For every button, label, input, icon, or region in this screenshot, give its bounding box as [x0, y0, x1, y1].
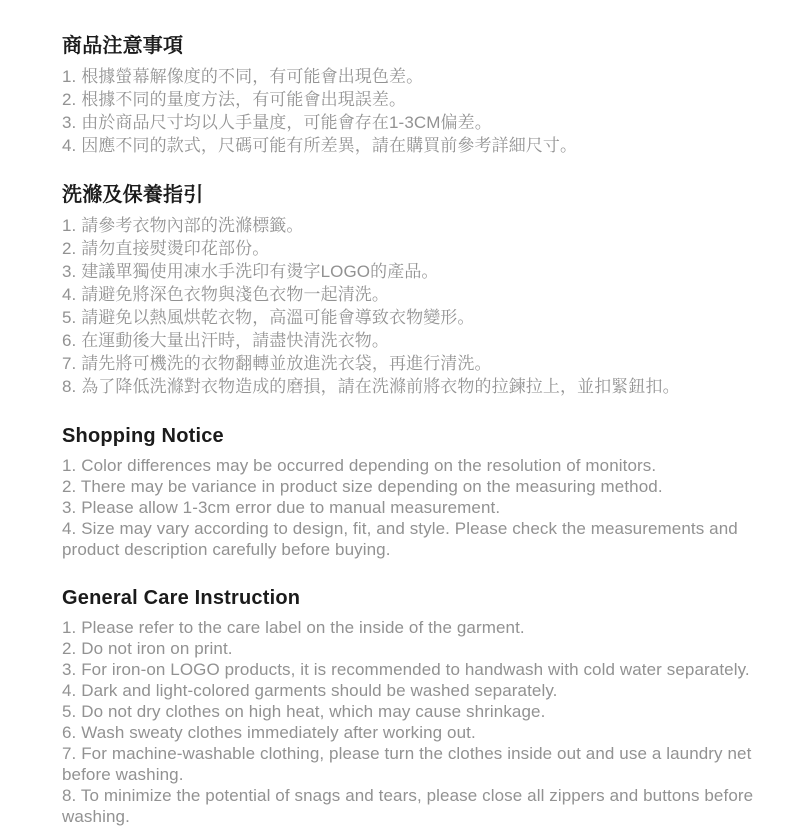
- section-title: General Care Instruction: [62, 587, 301, 609]
- list-item: 6. Wash sweaty clothes immediately after working out.: [62, 723, 476, 742]
- list-item: 2. Do not iron on print.: [62, 639, 233, 658]
- list-item: 8. To minimize the potential of snags and tears, please close all zippers and buttons before washing.: [62, 786, 754, 826]
- list-item: 1. Color differences may be occurred depending on the resolution of monitors.: [62, 456, 657, 475]
- list-item: 4. 請避免將深色衣物與淺色衣物一起清洗。: [62, 285, 389, 304]
- list-item: 4. Size may vary according to design, fit, and style. Please check the measurements and product description carefully before buying.: [62, 519, 738, 559]
- list-item: 5. 請避免以熱風烘乾衣物，高溫可能會導致衣物變形。: [62, 308, 475, 327]
- section-title: 洗滌及保養指引: [62, 184, 204, 206]
- list-item: 5. Do not dry clothes on high heat, which may cause shrinkage.: [62, 702, 546, 721]
- list-item: 1. 根據螢幕解像度的不同，有可能會出現色差。: [62, 67, 424, 86]
- list-item: 4. 因應不同的款式，尺碼可能有所差異，請在購買前參考詳細尺寸。: [62, 136, 578, 155]
- list-item: 1. 請參考衣物內部的洗滌標籤。: [62, 216, 304, 235]
- list-item: 3. Please allow 1-3cm error due to manual measurement.: [62, 498, 501, 517]
- list-item: 8. 為了降低洗滌對衣物造成的磨損，請在洗滌前將衣物的拉鍊拉上，並扣緊鈕扣。: [62, 377, 680, 396]
- section-list: [62, 65, 766, 157]
- list-item: 3. 建議單獨使用凍水手洗印有燙字LOGO的產品。: [62, 262, 439, 281]
- section-title: 商品注意事項: [62, 35, 184, 57]
- list-item: 4. Dark and light-colored garments should be washed separately.: [62, 681, 558, 700]
- list-item: 7. 請先將可機洗的衣物翻轉並放進洗衣袋，再進行清洗。: [62, 354, 492, 373]
- list-item: 2. 請勿直接熨燙印花部份。: [62, 239, 270, 258]
- list-item: 6. 在運動後大量出汗時，請盡快清洗衣物。: [62, 331, 389, 350]
- notice-section-washing-care-zh: [62, 183, 766, 398]
- notice-section-shopping-notice-en: [62, 424, 766, 560]
- list-item: 3. For iron-on LOGO products, it is recommended to handwash with cold water separately.: [62, 660, 750, 679]
- section-list: [62, 617, 766, 827]
- section-list: [62, 455, 766, 560]
- notice-section-general-care-en: [62, 586, 766, 827]
- notice-section-product-notice-zh: [62, 34, 766, 157]
- list-item: 7. For machine-washable clothing, please turn the clothes inside out and use a laundry net before washing.: [62, 744, 752, 784]
- list-item: 1. Please refer to the care label on the inside of the garment.: [62, 618, 525, 637]
- list-item: 2. There may be variance in product size depending on the measuring method.: [62, 477, 663, 496]
- section-list: [62, 214, 766, 398]
- list-item: 2. 根據不同的量度方法，有可能會出現誤差。: [62, 90, 407, 109]
- section-title: Shopping Notice: [62, 425, 224, 447]
- list-item: 3. 由於商品尺寸均以人手量度，可能會存在1-3CM偏差。: [62, 113, 492, 132]
